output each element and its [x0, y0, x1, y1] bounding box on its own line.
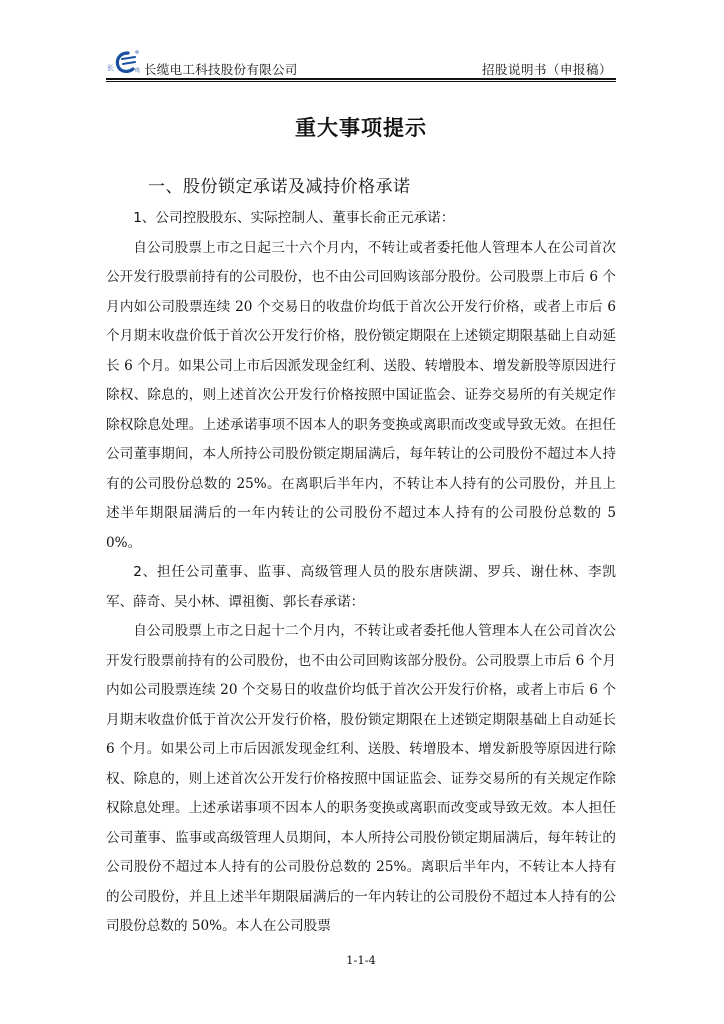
page-header: [106, 44, 616, 78]
page-title: 重大事项提示: [295, 116, 427, 140]
company-logo-icon: [106, 48, 144, 76]
commitment-2-heading: 2、担任公司董事、监事、高级管理人员的股东唐陕湖、罗兵、谢仕林、李凯军、薛奇、吴小林、谭祖衡、郭长春承诺：: [106, 564, 616, 610]
header-divider-thin: [106, 81, 616, 82]
commitment-2-body: 自公司股票上市之日起十二个月内，不转让或者委托他人管理本人在公司首次公开发行股票前持有的公司股份，也不由公司回购该部分股份。公司股票上市后 6 个月内如公司股票连续 20 个交易日的收盘价均低于首次公开发行价格，或者上市后 6 个月期末收盘价低于首次公开发行价格，股份锁定期限在上述锁定期限基础上自动延长 6 个月。如果公司上市后因派发现金红利、送股、转增股本、增发新股等原因进行除权、除息的，则上述首次公开发行价格按照中国证监会、证券交易所的有关规定作除权除息处理。上述承诺事项不因本人的职务变换或离职而改变或导致无效。本人担任公司董事、监事或高级管理人员期间，本人所持公司股份锁定期届满后，每年转让的公司股份不超过本人持有的公司股份总数的 25%。离职后半年内，不转让本人持有的公司股份，并且上述半年期限届满后的一年内转让的公司股份不超过本人持有的公司股份总数的 50%。本人在公司股票: [106, 623, 616, 934]
company-name: 长缆电工科技股份有限公司: [144, 62, 298, 77]
header-divider: [106, 78, 616, 80]
document-type: 招股说明书（申报稿）: [481, 62, 612, 77]
document-body: [106, 204, 616, 942]
svg-text:长: 长: [107, 64, 114, 72]
page-number: 1-1-4: [346, 953, 376, 967]
svg-text:缆: 缆: [135, 68, 141, 74]
commitment-1-heading: 1、公司控股股东、实际控制人、董事长俞正元承诺：: [133, 210, 455, 226]
commitment-1-body: 自公司股票上市之日起三十六个月内，不转让或者委托他人管理本人在公司首次公开发行股票前持有的公司股份，也不由公司回购该部分股份。公司股票上市后 6 个月内如公司股票连续 20 个交易日的收盘价均低于首次公开发行价格，或者上市后 6 个月期末收盘价低于首次公开发行价格，股份锁定期限在上述锁定期限基础上自动延长 6 个月。如果公司上市后因派发现金红利、送股、转增股本、增发新股等原因进行除权、除息的，则上述首次公开发行价格按照中国证监会、证券交易所的有关规定作除权除息处理。上述承诺事项不因本人的职务变换或离职而改变或导致无效。在担任公司董事期间，本人所持公司股份锁定期届满后，每年转让的公司股份不超过本人持有的公司股份总数的 25%。在离职后半年内，不转让本人持有的公司股份，并且上述半年期限届满后的一年内转让的公司股份不超过本人持有的公司股份总数的 50%。: [106, 239, 616, 551]
section-heading: 一、股份锁定承诺及减持价格承诺: [148, 177, 411, 197]
